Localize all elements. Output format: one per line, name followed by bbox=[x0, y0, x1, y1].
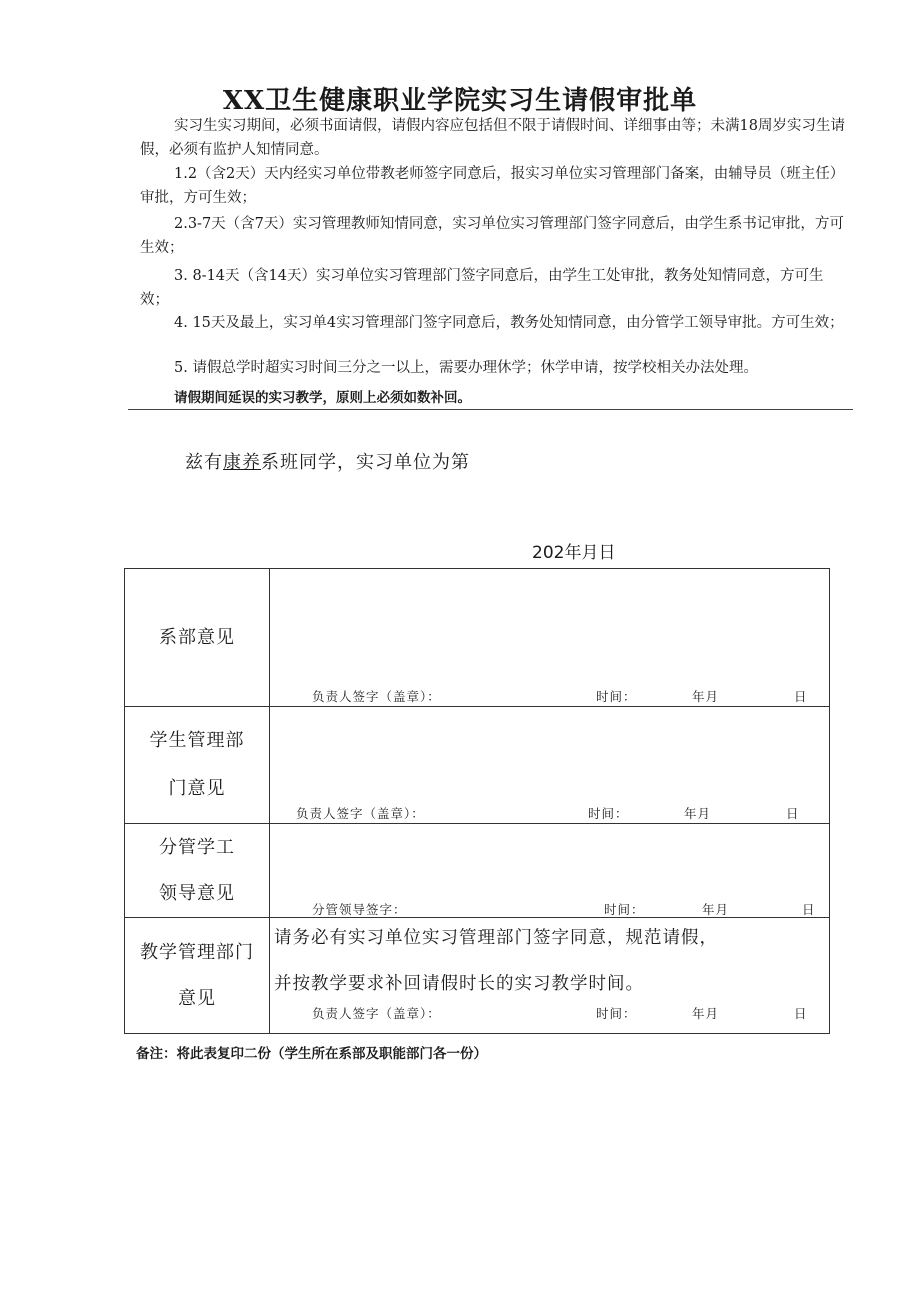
page-title: XX卫生健康职业学院实习生请假审批单 bbox=[222, 86, 698, 116]
rule-text: 2.3-7天（含7天）实习管理教师知情同意，实习单位实习管理部门签字同意后，由学生系书记审批，方可生效； bbox=[140, 216, 844, 256]
rule-intro bbox=[140, 114, 852, 162]
table-row bbox=[125, 918, 830, 1034]
opinion-cell[interactable] bbox=[270, 707, 830, 824]
signer-label: 分管领导签字： bbox=[312, 902, 407, 917]
day-label: 日 bbox=[794, 1006, 808, 1021]
signer-label: 负责人签字（盖章）： bbox=[312, 689, 441, 704]
year-month-label: 年月 bbox=[702, 902, 730, 917]
row-label-text: 意见 bbox=[178, 987, 216, 1009]
year-month-label: 年月 bbox=[684, 806, 712, 821]
rule-text: 1.2（含2天）天内经实习单位带教老师签字同意后，报实习单位实习管理部门备案，由辅导员（班主任）审批，方可生效； bbox=[140, 166, 845, 206]
time-label: 时间： bbox=[596, 689, 637, 704]
row-label bbox=[125, 707, 270, 824]
remark-note: 备注：将此表复印二份（学生所在系部及职能部门各一份） bbox=[136, 1046, 487, 1062]
table-row bbox=[125, 569, 830, 707]
rule-text: 5. 请假总学时超实习时间三分之一以上，需要办理休学；休学申请，按学校相关办法处理。 bbox=[174, 360, 758, 376]
row-label bbox=[125, 569, 270, 707]
table-row bbox=[125, 824, 830, 918]
time-label: 时间： bbox=[588, 806, 629, 821]
divider bbox=[128, 409, 853, 410]
rule-item bbox=[140, 356, 852, 380]
row-label-text: 门意见 bbox=[168, 778, 226, 799]
intro-line bbox=[185, 448, 470, 474]
instruction-line: 并按教学要求补回请假时长的实习教学时间。 bbox=[274, 974, 644, 994]
row-label-text: 学生管理部 bbox=[149, 730, 245, 751]
time-label: 时间： bbox=[596, 1006, 637, 1021]
row-label bbox=[125, 824, 270, 918]
signer-label: 负责人签字（盖章）： bbox=[312, 1006, 441, 1021]
intro-dept: 康养 bbox=[223, 452, 261, 473]
day-label: 日 bbox=[802, 902, 816, 917]
rule-item bbox=[140, 264, 852, 312]
date-line: 202年月日 bbox=[532, 543, 616, 563]
rule-text: 3. 8-14天（含14天）实习单位实习管理部门签字同意后，由学生工处审批，教务处知情同意，方可生效； bbox=[140, 268, 824, 308]
instruction-line: 请务必有实习单位实习管理部门签字同意，规范请假， bbox=[274, 928, 718, 948]
row-label bbox=[125, 918, 270, 1034]
year-month-label: 年月 bbox=[692, 689, 720, 704]
row-label-text: 领导意见 bbox=[159, 882, 235, 904]
row-label-text: 系部意见 bbox=[159, 626, 235, 648]
opinion-cell[interactable] bbox=[270, 569, 830, 707]
table-row bbox=[125, 707, 830, 824]
rule-item bbox=[140, 311, 852, 335]
rule-item bbox=[140, 212, 852, 260]
day-label: 日 bbox=[794, 689, 808, 704]
bold-note: 请假期间延误的实习教学，原则上必须如数补回。 bbox=[174, 390, 471, 406]
opinion-cell[interactable] bbox=[270, 918, 830, 1034]
intro-suffix: 系班同学，实习单位为第 bbox=[261, 452, 470, 473]
day-label: 日 bbox=[786, 806, 800, 821]
rule-text: 实习生实习期间，必须书面请假，请假内容应包括但不限于请假时间、详细事由等；未满18周岁实习生请假，必须有监护人知情同意。 bbox=[140, 118, 845, 158]
rule-item bbox=[140, 162, 852, 210]
intro-prefix: 兹有 bbox=[185, 452, 223, 473]
opinion-cell[interactable] bbox=[270, 824, 830, 918]
approval-table bbox=[124, 568, 830, 1034]
rule-text: 4. 15天及最上，实习单4实习管理部门签字同意后，教务处知情同意，由分管学工领导审批。方可生效； bbox=[174, 315, 844, 331]
time-label: 时间： bbox=[604, 902, 645, 917]
signer-label: 负责人签字（盖章）： bbox=[296, 806, 425, 821]
year-month-label: 年月 bbox=[692, 1006, 720, 1021]
row-label-text: 教学管理部门 bbox=[140, 941, 254, 963]
row-label-text: 分管学工 bbox=[159, 836, 235, 858]
